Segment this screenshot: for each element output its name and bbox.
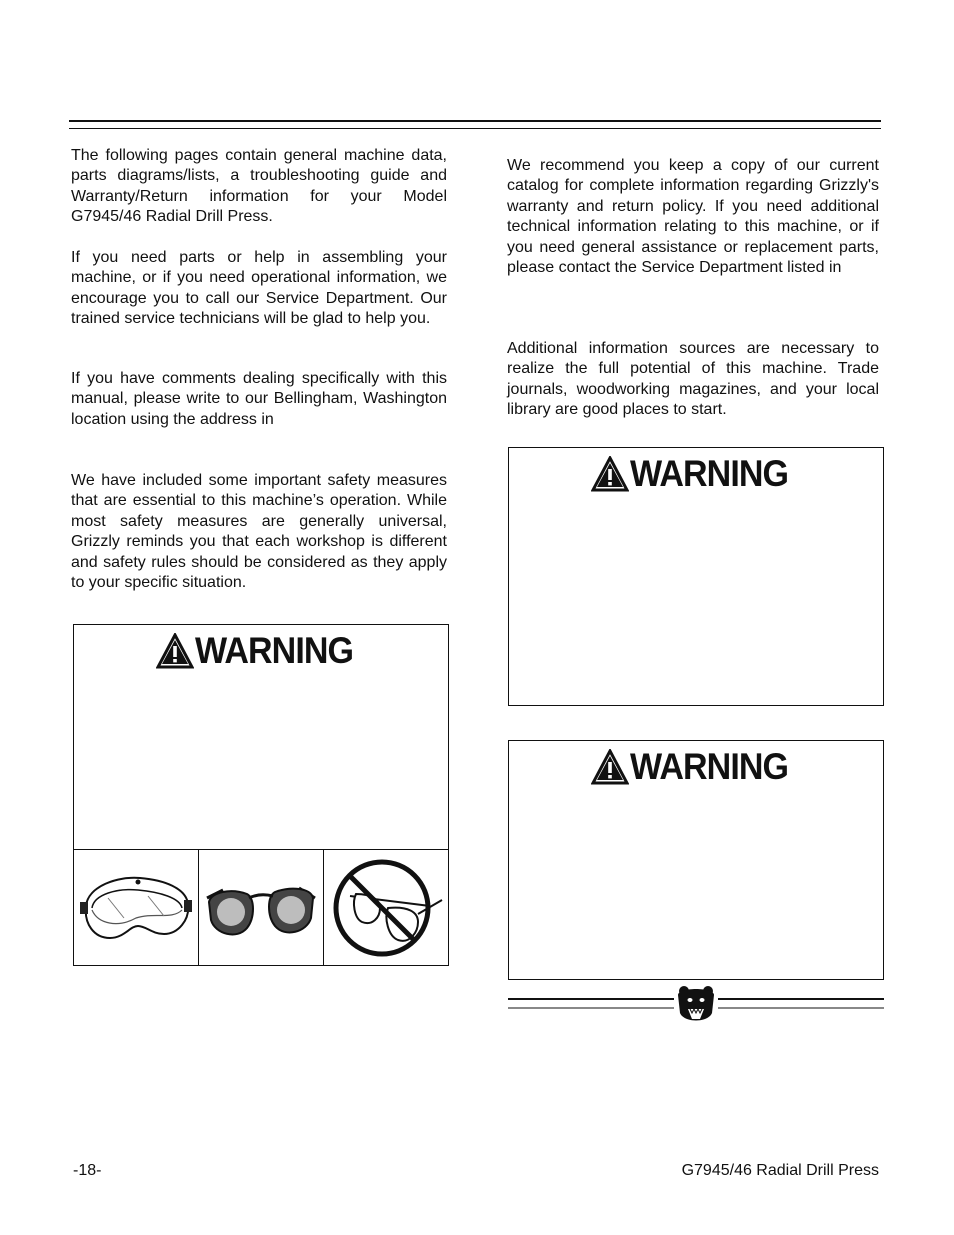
left-paragraph-4 bbox=[71, 471, 447, 593]
grizzly-bear-logo-icon bbox=[678, 986, 714, 1021]
header-rule-thick bbox=[69, 120, 881, 122]
warning-label: WARNING bbox=[629, 453, 788, 494]
right-paragraph-1 bbox=[507, 156, 879, 278]
left-paragraph-3 bbox=[71, 369, 447, 430]
warning-label: WARNING bbox=[629, 746, 788, 787]
eyewear-row bbox=[74, 849, 448, 965]
comments-text: If you have comments dealing specifically with this manual, please write to our Bellingham, Washington location using the address in bbox=[71, 370, 447, 428]
section-end-divider bbox=[508, 985, 884, 1025]
warning-header bbox=[509, 452, 883, 496]
warning-triangle-icon bbox=[591, 749, 629, 785]
warning-header bbox=[74, 629, 448, 673]
safety-glasses-icon bbox=[203, 868, 319, 948]
safety-intro-text: We have included some important safety measures that are essential to this machine’s operation. While most safety measures are generally universal, Grizzly reminds you that each workshop is different and safety rules should be considered as they apply to your specific situation. bbox=[71, 472, 447, 592]
warning-box-1 bbox=[508, 447, 884, 706]
intro-text: The following pages contain general machine data, parts diagrams/lists, a troubleshooting guide and Warranty/Return information for your Model G7945/46 Radial Drill Press. bbox=[71, 147, 447, 226]
prohibited-eyeglasses-icon bbox=[326, 856, 446, 960]
warning-box-eye-protection bbox=[73, 624, 449, 966]
service-text: If you need parts or help in assembling your machine, or if you need operational information, we encourage you to call our Service Department. Our trained service technicians will be glad to help you. bbox=[71, 249, 447, 328]
right-paragraph-2 bbox=[507, 339, 879, 421]
warning-header bbox=[509, 745, 883, 789]
footer-model: G7945/46 Radial Drill Press bbox=[681, 1162, 879, 1179]
warning-triangle-icon bbox=[156, 633, 194, 669]
eyewear-cell-glasses bbox=[199, 850, 324, 965]
eyewear-cell-prohibited bbox=[324, 850, 448, 965]
eyewear-cell-goggles bbox=[74, 850, 199, 965]
catalog-text: We recommend you keep a copy of our current catalog for complete information regarding Grizzly's warranty and return policy. If you need additional technical information relating to this machine, or if you need general assistance or replacement parts, please contact the Service Department listed in bbox=[507, 157, 879, 277]
header-rule-thin bbox=[69, 128, 881, 129]
page-number: -18- bbox=[73, 1162, 102, 1179]
warning-triangle-icon bbox=[591, 456, 629, 492]
left-paragraph-2 bbox=[71, 248, 447, 330]
warning-box-2 bbox=[508, 740, 884, 980]
safety-goggles-icon bbox=[78, 868, 194, 948]
additional-info-text: Additional information sources are necessary to realize the full potential of this machine. Trade journals, woodworking magazines, and your local library are good places to start. bbox=[507, 340, 879, 419]
left-paragraph-1 bbox=[71, 146, 447, 228]
warning-label: WARNING bbox=[194, 630, 353, 671]
